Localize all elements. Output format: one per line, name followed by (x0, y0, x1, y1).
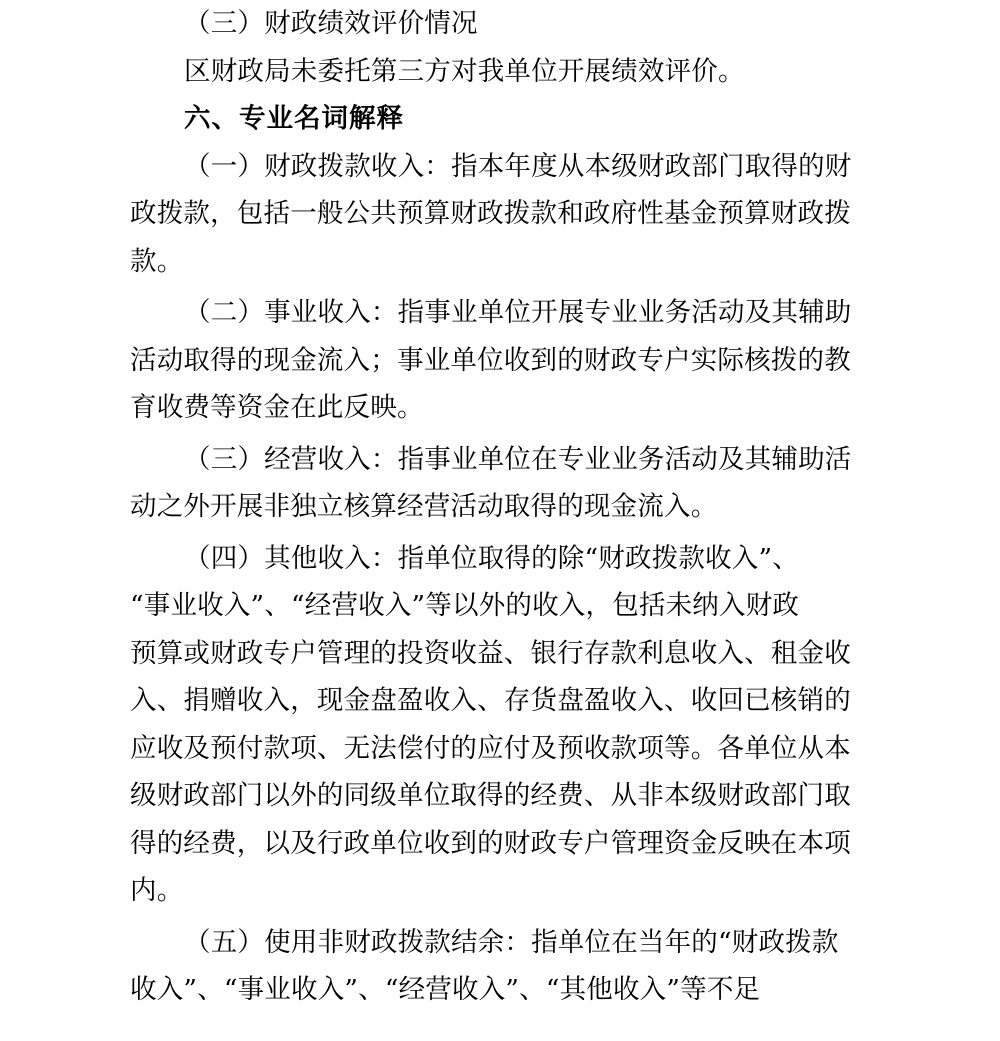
paragraph-jixiao-pingjia: 区财政局未委托第三方对我单位开展绩效评价。 (184, 55, 745, 87)
term-line: “事业收入”、“经营收入”等以外的收入，包括未纳入财政 (130, 590, 800, 621)
section-heading-zhuanye-mingci: 六、专业名词解释 (184, 103, 404, 134)
term-line: 应收及预付款项、无法偿付的应付及预收款项等。各单位从本 (130, 732, 851, 764)
term-line: 动之外开展非独立核算经营活动取得的现金流入。 (130, 491, 718, 522)
term-block-qita-shouru (130, 535, 880, 915)
term-block-caizheng-bokuan-shouru (130, 143, 880, 286)
term-line: 入、捐赠收入，现金盘盈收入、存货盘盈收入、收回已核销的 (130, 685, 851, 716)
term-line: 收入”、“事业收入”、“经营收入”、“其他收入”等不足 (130, 974, 761, 1005)
section-subheading-caizheng-jixiao: （三）财政绩效评价情况 (184, 8, 478, 39)
term-line: （三）经营收入：指事业单位在专业业务活动及其辅助活 (184, 443, 852, 475)
term-line: 政拨款，包括一般公共预算财政拨款和政府性基金预算财政拨 (130, 198, 851, 229)
term-line: 款。 (130, 245, 184, 277)
term-line: （二）事业收入：指事业单位开展专业业务活动及其辅助 (184, 297, 852, 328)
term-line: 育收费等资金在此反映。 (130, 392, 424, 423)
term-line: （一）财政拨款收入：指本年度从本级财政部门取得的财 (184, 150, 852, 182)
term-line: 内。 (130, 875, 184, 906)
term-line: 预算或财政专户管理的投资收益、银行存款利息收入、租金收 (130, 637, 851, 669)
term-line: 活动取得的现金流入；事业单位收到的财政专户实际核拨的教 (130, 344, 851, 376)
term-line: 得的经费，以及行政单位收到的财政专户管理资金反映在本项 (130, 827, 851, 859)
term-block-jingying-shouru (130, 436, 880, 531)
term-block-shiyong-fei-caizheng-bokuan-jieyu (130, 919, 880, 1014)
term-line: （五）使用非财政拨款结余：指单位在当年的“财政拨款 (184, 926, 839, 958)
term-line: 级财政部门以外的同级单位取得的经费、从非本级财政部门取 (130, 780, 851, 811)
term-block-shiye-shouru (130, 289, 880, 432)
term-line: （四）其他收入：指单位取得的除“财政拨款收入”、 (184, 542, 799, 574)
